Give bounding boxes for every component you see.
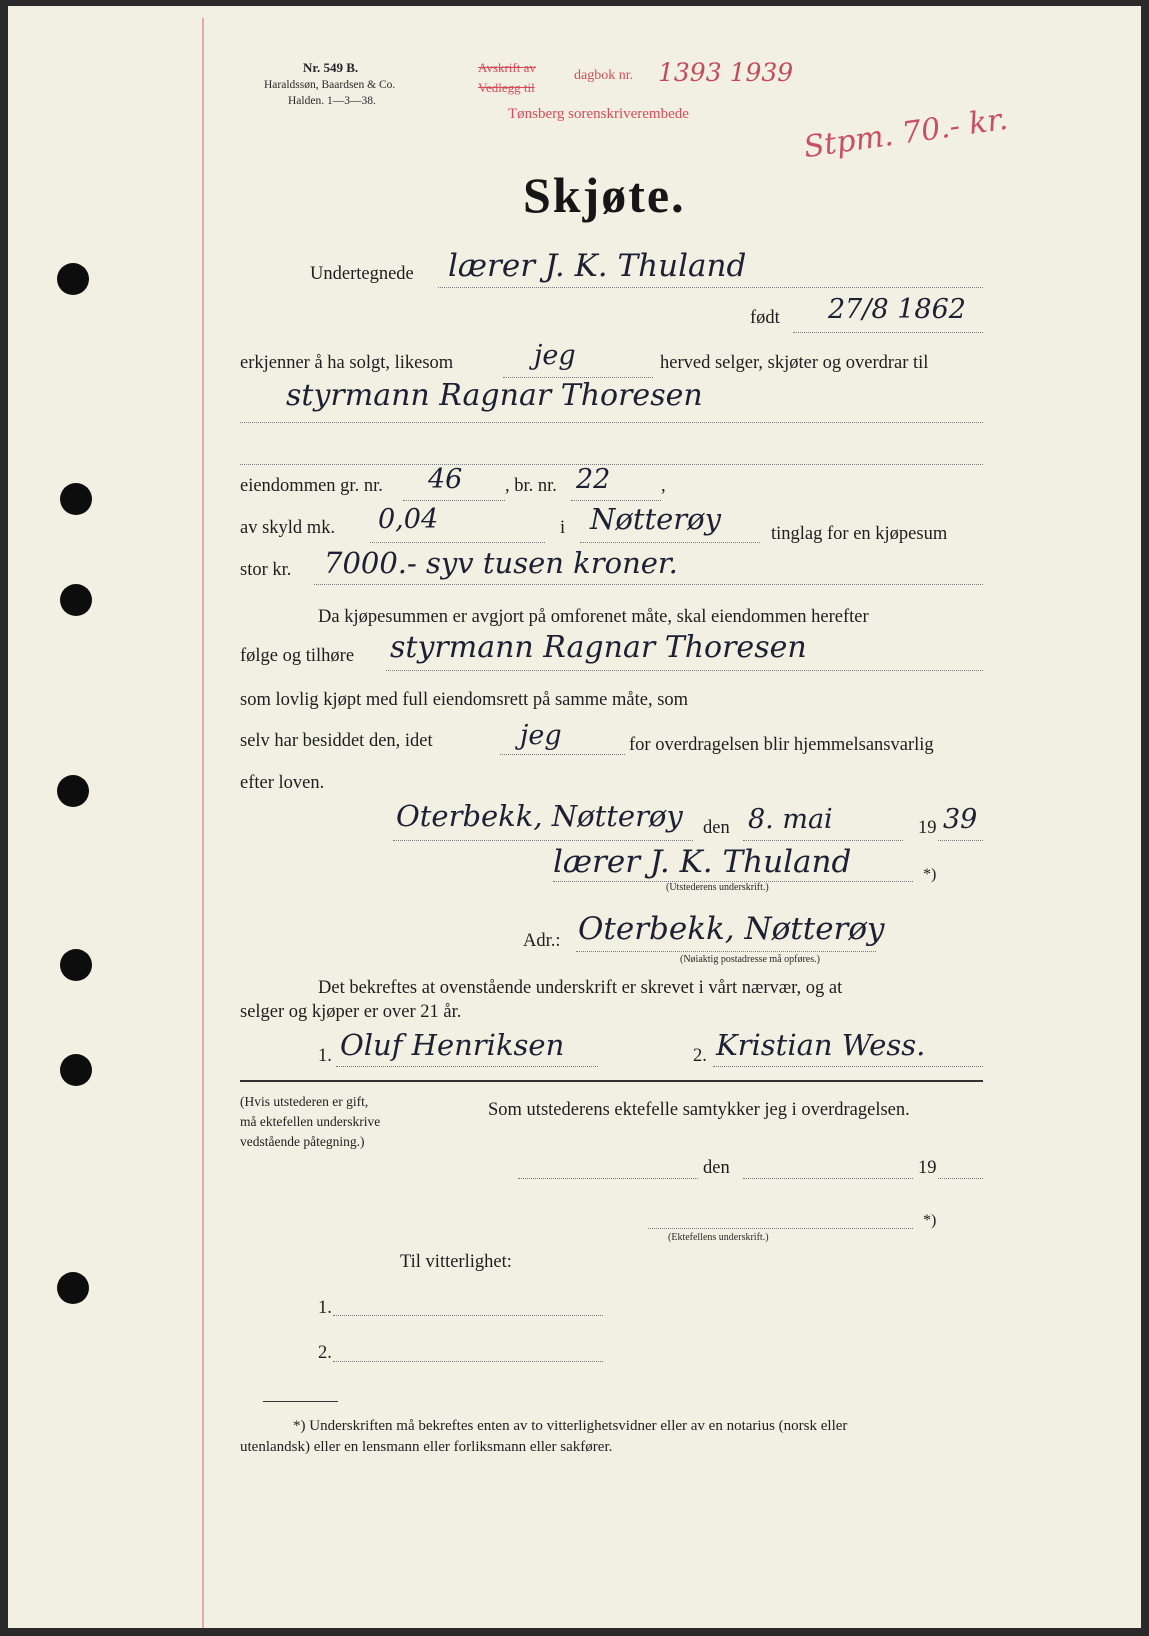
- document-page: [8, 6, 1141, 1628]
- address-value: Oterbekk, Nøtterøy: [578, 911, 885, 947]
- i-label: i: [560, 518, 566, 538]
- signing-date: 8. mai: [748, 804, 833, 835]
- seller-name: lærer J. K. Thuland: [448, 248, 747, 284]
- body-line3: som lovlig kjøpt med full eiendomsrett på samme måte, som: [240, 690, 689, 710]
- body-buyer-name: styrmann Ragnar Thoresen: [390, 630, 807, 665]
- spouse-signature-caption: (Ektefellens underskrift.): [668, 1232, 769, 1243]
- stamp-number: 1393 1939: [658, 58, 794, 87]
- signature-asterisk: *): [923, 866, 937, 883]
- seller-label: Undertegnede: [310, 264, 414, 284]
- confirm-line1: Det bekreftes at ovenstående underskrift er skrevet i vårt nærvær, og at: [318, 978, 843, 998]
- footnote-rule: [263, 1401, 338, 1402]
- spouse-note-3: vedstående påtegning.): [240, 1134, 365, 1149]
- sale-pronoun: jeg: [534, 340, 576, 371]
- signature-caption: (Utstederens underskrift.): [666, 882, 769, 893]
- born-date: 27/8 1862: [828, 294, 966, 325]
- address-label: Adr.:: [523, 931, 561, 951]
- sale-suffix: herved selger, skjøter og overdrar til: [660, 353, 929, 373]
- body-line4-prefix: selv har besiddet den, idet: [240, 731, 433, 751]
- bnr-label: , br. nr.: [505, 476, 557, 496]
- spouse-den-label: den: [703, 1158, 730, 1178]
- address-caption: (Nøiaktig postadresse må opføres.): [680, 954, 820, 965]
- sale-prefix: erkjenner å ha solgt, likesom: [240, 353, 454, 373]
- spouse-year-prefix: 19: [918, 1158, 937, 1178]
- signing-year-suffix: 39: [943, 804, 978, 835]
- punch-hole: [57, 1272, 89, 1304]
- document-title: Skjøte.: [523, 167, 686, 223]
- body-line1: Da kjøpesummen er avgjort på omforenet måte, skal eiendommen herefter: [318, 607, 869, 627]
- witness2-signature: Kristian Wess.: [716, 1028, 926, 1062]
- witness2-label: 2.: [693, 1046, 707, 1066]
- seller-signature: lærer J. K. Thuland: [553, 844, 852, 880]
- punch-hole: [57, 775, 89, 807]
- spouse-note-1: (Hvis utstederen er gift,: [240, 1094, 369, 1109]
- stamp-dagbok: dagbok nr.: [574, 68, 634, 83]
- witness1-label: 1.: [318, 1046, 332, 1066]
- purchase-price: 7000.- syv tusen kroner.: [324, 546, 678, 580]
- stamp-office: Tønsberg sorenskriverembede: [508, 106, 689, 122]
- gnr-label: eiendommen gr. nr.: [240, 476, 383, 496]
- punch-hole: [60, 483, 92, 515]
- skyld-label: av skyld mk.: [240, 518, 336, 538]
- punch-hole: [57, 263, 89, 295]
- form-place-date: Halden. 1—3—38.: [288, 95, 376, 107]
- born-label: født: [750, 308, 780, 328]
- spouse-consent: Som utstederens ektefelle samtykker jeg i overdragelsen.: [488, 1100, 910, 1120]
- punch-hole: [60, 1054, 92, 1086]
- section-divider: [240, 1080, 983, 1082]
- signing-year-prefix: 19: [918, 818, 937, 838]
- witness-title: Til vitterlighet:: [400, 1252, 512, 1272]
- stor-label: stor kr.: [240, 560, 292, 580]
- skyld-value: 0,04: [378, 504, 439, 535]
- signing-den-label: den: [703, 818, 730, 838]
- municipality: Nøtterøy: [590, 502, 722, 536]
- bnr-value: 22: [576, 464, 611, 495]
- footnote-line2: utenlandsk) eller en lensmann eller forliksmann eller sakfører.: [240, 1439, 613, 1455]
- signing-place: Oterbekk, Nøtterøy: [396, 799, 683, 833]
- witness-line1-label: 1.: [318, 1298, 332, 1318]
- witness-line2-label: 2.: [318, 1343, 332, 1363]
- body-line4-suffix: for overdragelsen blir hjemmelsansvarlig: [629, 735, 934, 755]
- fee-note: Stpm. 70.- kr.: [801, 101, 1010, 166]
- buyer-name: styrmann Ragnar Thoresen: [286, 378, 703, 413]
- tinglag-label: tinglag for en kjøpesum: [771, 524, 948, 544]
- spouse-note-2: må ektefellen underskrive: [240, 1114, 381, 1129]
- bnr-comma: ,: [661, 476, 666, 496]
- body-line2-prefix: følge og tilhøre: [240, 646, 355, 666]
- gnr-value: 46: [428, 464, 463, 495]
- body-line5: efter loven.: [240, 773, 325, 793]
- red-margin-line: [202, 18, 204, 1628]
- footnote-line1: *) Underskriften må bekreftes enten av to vitterlighetsvidner eller av en notarius (norsk eller: [293, 1418, 848, 1434]
- stamp-line2: Vedlegg til: [478, 80, 535, 95]
- confirm-line2: selger og kjøper er over 21 år.: [240, 1002, 462, 1022]
- punch-hole: [60, 949, 92, 981]
- witness1-signature: Oluf Henriksen: [340, 1028, 565, 1062]
- form-publisher: Haraldssøn, Baardsen & Co.: [264, 79, 396, 91]
- body-pronoun: jeg: [520, 720, 562, 751]
- punch-hole: [60, 584, 92, 616]
- spouse-asterisk: *): [923, 1212, 937, 1229]
- stamp-line1: Avskrift av: [478, 60, 536, 75]
- form-number: Nr. 549 B.: [303, 60, 359, 75]
